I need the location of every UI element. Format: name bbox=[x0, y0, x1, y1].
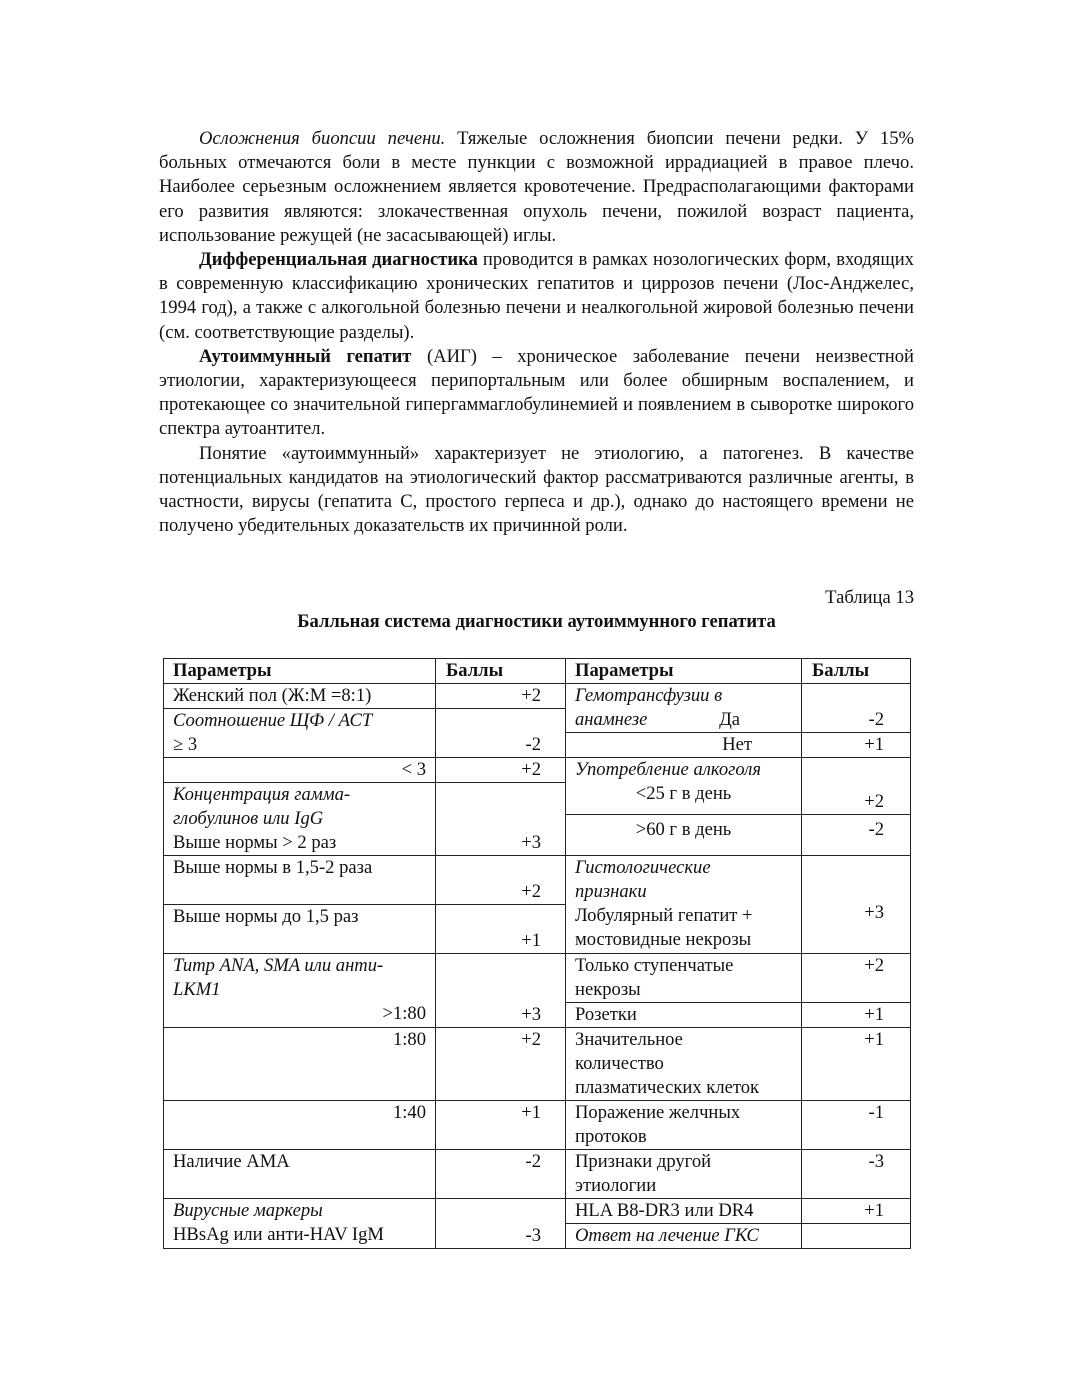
cell-titer-gt80-score: +3 bbox=[436, 954, 566, 1028]
cell-line: Только ступенчатые bbox=[575, 955, 734, 976]
table-header-row bbox=[164, 659, 911, 684]
cell-gamma bbox=[164, 783, 436, 856]
table-row bbox=[164, 684, 911, 709]
cell-female-score: +2 bbox=[436, 684, 566, 709]
table-row bbox=[164, 954, 911, 1003]
cell-gamma-15-2: Выше нормы в 1,5-2 раза bbox=[164, 856, 436, 905]
cell-ratio-ge3-score: -2 bbox=[436, 709, 566, 758]
cell-step-score: +2 bbox=[802, 954, 911, 1003]
body-text bbox=[159, 127, 914, 538]
cell-ama: Наличие АМА bbox=[164, 1150, 436, 1199]
cell-line: Поражение желчных bbox=[575, 1102, 741, 1123]
scoring-table bbox=[163, 658, 911, 1249]
cell-histology-lobular bbox=[566, 856, 802, 954]
table-title: Балльная система диагностики аутоиммунного гепатита bbox=[297, 611, 776, 632]
cell-titer-80 bbox=[164, 1028, 436, 1101]
cell-gamma-lt15: Выше нормы до 1,5 раз bbox=[164, 905, 436, 954]
cell-line: признаки bbox=[575, 881, 647, 902]
cell-line: Значительное bbox=[575, 1029, 683, 1050]
cell-value: 1:40 bbox=[392, 1102, 426, 1123]
cell-value: 1:80 bbox=[392, 1029, 426, 1050]
cell-line bbox=[575, 708, 792, 732]
cell-female: Женский пол (Ж:М =8:1) bbox=[164, 684, 436, 709]
cell-yes: Да bbox=[719, 709, 740, 730]
cell-line: Концентрация гамма- bbox=[173, 784, 351, 805]
cell-rosettes-score: +1 bbox=[802, 1003, 911, 1028]
cell-titer-40 bbox=[164, 1101, 436, 1150]
cell-titer-40-score: +1 bbox=[436, 1101, 566, 1150]
cell-alcohol-gt60 bbox=[566, 815, 802, 856]
cell-line: Соотношение ЩФ / АСТ bbox=[173, 710, 373, 731]
cell-titer bbox=[164, 954, 436, 1028]
cell-transfusion bbox=[566, 684, 802, 733]
cell-transfusion-no-score: +1 bbox=[802, 733, 911, 758]
table-caption: Таблица 13 bbox=[825, 587, 914, 608]
header-score-right: Баллы bbox=[802, 659, 911, 684]
cell-line: >60 г в день bbox=[635, 819, 732, 840]
cell-gamma-gt2-score: +3 bbox=[436, 783, 566, 856]
cell-alcohol bbox=[566, 758, 802, 815]
cell-line: HBsAg или анти-HAV IgM bbox=[173, 1224, 384, 1245]
cell-rosettes: Розетки bbox=[566, 1003, 802, 1028]
cell-line-text: анамнезе bbox=[575, 709, 648, 730]
cell-value: < 3 bbox=[401, 759, 426, 780]
paragraph-lead-bold: Дифференциальная диагностика bbox=[199, 249, 478, 271]
cell-gks-score bbox=[802, 1224, 911, 1249]
cell-ratio-lt3 bbox=[164, 758, 436, 783]
cell-other-etiology bbox=[566, 1150, 802, 1199]
header-score-left: Баллы bbox=[436, 659, 566, 684]
paragraph-lead-bold: Аутоиммунный гепатит bbox=[199, 345, 412, 367]
header-params-right: Параметры bbox=[566, 659, 802, 684]
cell-transfusion-yes-score: -2 bbox=[802, 684, 911, 733]
cell-line: Выше нормы > 2 раз bbox=[173, 832, 337, 853]
cell-bile-ducts bbox=[566, 1101, 802, 1150]
table-row bbox=[164, 856, 911, 905]
cell-alcohol-lt25-score: +2 bbox=[802, 758, 911, 815]
cell-plasma-score: +1 bbox=[802, 1028, 911, 1101]
cell-gamma-lt15-score: +1 bbox=[436, 905, 566, 954]
cell-other-score: -3 bbox=[802, 1150, 911, 1199]
cell-transfusion-no bbox=[566, 733, 802, 758]
table-row bbox=[164, 1150, 911, 1199]
table-row bbox=[164, 758, 911, 783]
paragraph-autoimmune-concept bbox=[159, 442, 914, 539]
cell-gks-response: Ответ на лечение ГКС bbox=[566, 1224, 802, 1249]
cell-line: Гистологические bbox=[575, 857, 711, 878]
cell-line: ≥ 3 bbox=[173, 734, 198, 755]
cell-line: некрозы bbox=[575, 979, 641, 1000]
cell-line: мостовидные некрозы bbox=[575, 929, 752, 950]
cell-line: Признаки другой bbox=[575, 1151, 712, 1172]
cell-step-necrosis bbox=[566, 954, 802, 1003]
paragraph-text: (АИГ) – хроническое заболевание печени неизвестной этиологии, характеризующееся перипортальным или более обширным воспалением, и протекающее со значительной гипергаммаглобулинемией и появлением в сыворотке широкого спектра аутоантител. bbox=[159, 345, 914, 440]
table-row bbox=[164, 1101, 911, 1150]
cell-bile-score: -1 bbox=[802, 1101, 911, 1150]
cell-titer-80-score: +2 bbox=[436, 1028, 566, 1101]
cell-line: Употребление алкоголя bbox=[575, 759, 761, 780]
cell-gamma-15-2-score: +2 bbox=[436, 856, 566, 905]
paragraph-differential-diagnosis bbox=[159, 248, 914, 345]
cell-line: >1:80 bbox=[382, 1003, 426, 1024]
paragraph-text: проводится в рамках нозологических форм, входящих в современную классификацию хронических гепатитов и циррозов печени (Лос-Анджелес, 1994 год), а также с алкогольной болезнью печени и неалкогольной жировой болезнью печени (см. соответствующие разделы). bbox=[159, 249, 914, 343]
cell-line: LKM1 bbox=[173, 979, 221, 1000]
paragraph-lead-italic: Осложнения биопсии печени. bbox=[199, 128, 446, 149]
cell-ratio bbox=[164, 709, 436, 758]
cell-line: Гемотрансфузии в bbox=[575, 685, 723, 706]
header-params-left: Параметры bbox=[164, 659, 436, 684]
paragraph-text: Тяжелые осложнения биопсии печени редки. У 15% больных отмечаются боли в месте пункции с возможной иррадиацией в правое плечо. Наиболее серьезным осложнением является кровотечение. Предрасполагающими факторами его развития являются: злокачественная опухоль печени, пожилой возраст пациента, использование режущей (не засасывающей) иглы. bbox=[159, 128, 914, 246]
cell-hla-score: +1 bbox=[802, 1199, 911, 1224]
cell-ama-score: -2 bbox=[436, 1150, 566, 1199]
cell-plasma bbox=[566, 1028, 802, 1101]
cell-line: плазматических клеток bbox=[575, 1077, 760, 1098]
table-row bbox=[164, 1028, 911, 1101]
cell-line: глобулинов или IgG bbox=[173, 808, 324, 829]
paragraph-text: Понятие «аутоиммунный» характеризует не этиологию, а патогенез. В качестве потенциальных кандидатов на этиологический фактор рассматриваются различные агенты, в частности, вирусы (гепатита С, простого герпеса и др.), однако до настоящего времени не получено убедительных доказательств их причинной роли. bbox=[159, 442, 914, 537]
cell-ratio-lt3-score: +2 bbox=[436, 758, 566, 783]
cell-line: <25 г в день bbox=[635, 783, 732, 804]
cell-alcohol-gt60-score: -2 bbox=[802, 815, 911, 856]
cell-line: Вирусные маркеры bbox=[173, 1200, 323, 1221]
paragraph-biopsy-complications bbox=[159, 127, 914, 248]
cell-no: Нет bbox=[722, 734, 752, 755]
cell-lobular-score: +3 bbox=[802, 856, 911, 954]
cell-line: количество bbox=[575, 1053, 664, 1074]
cell-viral-score: -3 bbox=[436, 1199, 566, 1249]
cell-line: Титр ANA, SMA или анти- bbox=[173, 955, 384, 976]
paragraph-autoimmune-hepatitis bbox=[159, 345, 914, 442]
cell-line: Лобулярный гепатит + bbox=[575, 905, 753, 926]
cell-line: этиологии bbox=[575, 1175, 657, 1196]
cell-viral-markers bbox=[164, 1199, 436, 1249]
table-row bbox=[164, 1199, 911, 1224]
cell-hla: HLA B8-DR3 или DR4 bbox=[566, 1199, 802, 1224]
cell-line: протоков bbox=[575, 1126, 647, 1147]
